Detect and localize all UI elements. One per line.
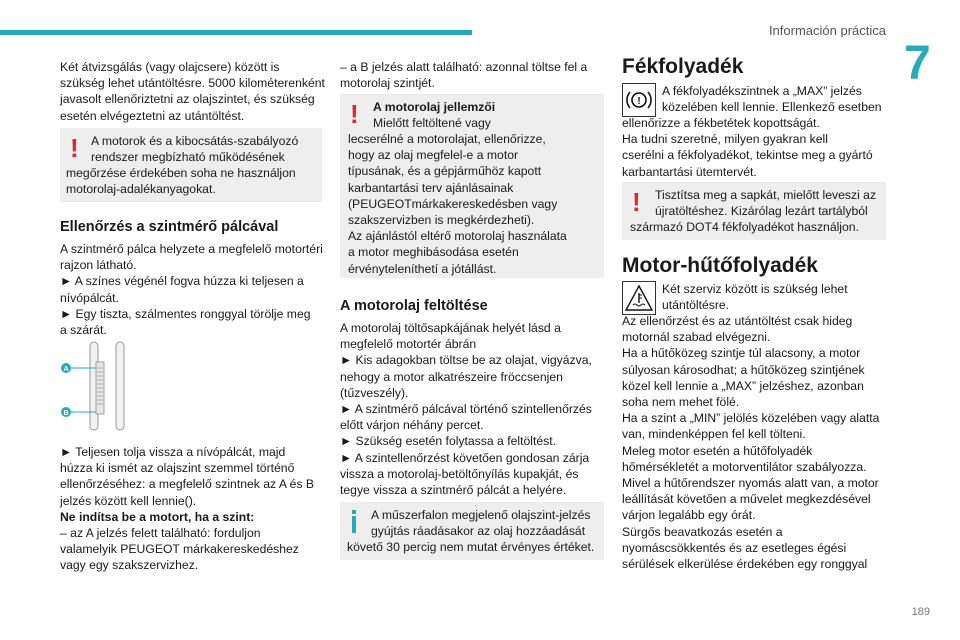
brake-paragraph-top: A fékfolyadékszintnek a „MAX” jelzés közelében kell lennie. Ellenkező esetben	[662, 84, 882, 115]
coolant-paragraph: Az ellenőrzést és az utántöltést csak hideg motornál szabad elvégezni. Ha a hűtőközeg szintje túl alacsony, a motor súlyosan károsodhat; a hűtőközeg szintjének közel kell lennie a „MAX” jelzéshez, azonban soha nem mehet fölé. Ha a szint a „MIN” jelölés közelében vagy alatta van, mindenképpen fel kell tölteni. Meleg motor esetén a hűtőfolyadék hőmérsékletét a motorventilátor szabályozza. Mivel a hűtőrendszer nyomás alatt van, a motor leállítását követően a művelet megkezdésével várjon legalább egy órát. Sürgős beavatkozás esetén a nyomáscsökkentés és az esetleges égési sérülések elkerülése érdekében egy ronggyal	[622, 314, 880, 572]
marker-b-label: B	[63, 410, 69, 417]
info-box-oil-gauge: A műszerfalon megjelenő olajszint-jelzés gyújtás ráadásakor az olaj hozzáadását követő 30 percig nem mutat érvényes értéket.	[340, 502, 604, 560]
warning-icon: !	[350, 99, 359, 129]
svg-text:!: !	[637, 96, 641, 107]
dipstick-check-paragraph: ► Teljesen tolja vissza a nívópálcát, majd húzza ki ismét az olajszint szemmel történő ellenőrzéséhez: a megfelelő szintnek az A és B jelzés között kell lennie(). Ne indítsa be a motort, ha a szint: – az A jelzés felett található: forduljon valamelyik PEUGEOT márkakereskedéshez vagy egy szakszervizhez.	[60, 445, 315, 573]
heading-brake-fluid: Fékfolyadék	[622, 55, 744, 78]
brake-warning-icon	[622, 83, 656, 117]
coolant-paragraph-top: Két szerviz között is szükség lehet utántöltésre.	[662, 282, 848, 313]
heading-coolant: Motor-hűtőfolyadék	[622, 254, 818, 277]
warning-box-oil-spec: ! A motorolaj jellemzői Mielőtt feltöltené vagy lecserélné a motorolajat, ellenőrizze, hogy az olaj megfelel-e a motor típusának, és a gépjárműhöz kapott karbantartási terv ajánlásainak (PEUGEOTmárkakereskedésben vagy szakszervizben is megkérdezheti). Az ajánlástól eltérő motorolaj használata a motor meghibásodása esetén érvényteleníthetí a jótállást.	[340, 94, 604, 278]
dash-b-paragraph: – a B jelzés alatt található: azonnal töltse fel a motorolaj szintjét.	[340, 60, 588, 91]
brake-paragraph: ellenőrizze a fékbetétek kopottságát. Ha tudni szeretné, milyen gyakran kell cserélni a fékfolyadékot, tekintse meg a gyártó karbantartási ütemtervét.	[622, 116, 873, 179]
refill-paragraph: A motorolaj töltősapkájának helyét lásd a megfelelő motortér ábrán ► Kis adagokban töltse be az olajat, vigyázva, nehogy a motor alkatrészeire fröccsenjen (tűzveszély). ► A szintmérő pálcával történő szintellenőrzés előtt várjon néhány percet. ► Szükség esetén folytassa a feltöltést. ► A szintellenőrzést követően gondosan zárja vissza a motorolaj-betöltőnyílás kupakját, és tegye vissza a szintmérő pálcát a helyére.	[340, 321, 592, 498]
dipstick-illustration	[60, 340, 170, 432]
warning-box-brake: ! Tisztítsa meg a sapkát, mielőtt leveszi az újratöltéshez. Kizárólag lezárt tartályból származó DOT4 fékfolyadékot használjon.	[622, 182, 886, 240]
coolant-warning-icon	[622, 281, 656, 315]
warning-icon: !	[632, 187, 641, 217]
header-accent-bar	[0, 30, 472, 35]
info-icon	[352, 510, 357, 533]
intro-paragraph: Két átvizsgálás (vagy olajcsere) között is szükség lehet utántöltésre. 5000 kilométerenként javasolt ellenőriztetni az olajszintet, és szükség esetén elvégeztetni az utántöltést.	[60, 60, 325, 123]
marker-a-label: A	[63, 366, 69, 373]
warning-icon: !	[70, 133, 79, 163]
chapter-number: 7	[904, 37, 931, 90]
dipstick-paragraph: A szintmérő pálca helyzete a megfelelő motortéri rajzon látható. ► A színes végénél fogva húzza ki teljesen a nívópálcát. ► Egy tiszta, szálmentes ronggyal törölje meg a szárát.	[60, 242, 323, 338]
heading-dipstick: Ellenőrzés a szintmérő pálcával	[60, 219, 279, 235]
bold-warning-line: Ne indítsa be a motort, ha a szint:	[60, 509, 255, 524]
warning-box-additives: ! A motorok és a kibocsátás-szabályozó rendszer megbízható működésének megőrzése érdekében soha ne használjon motorolaj-adalékanyagokat.	[60, 128, 322, 202]
section-title: Información práctica	[768, 23, 886, 38]
heading-oil-refill: A motorolaj feltöltése	[340, 298, 488, 314]
page-number: 189	[911, 606, 930, 618]
